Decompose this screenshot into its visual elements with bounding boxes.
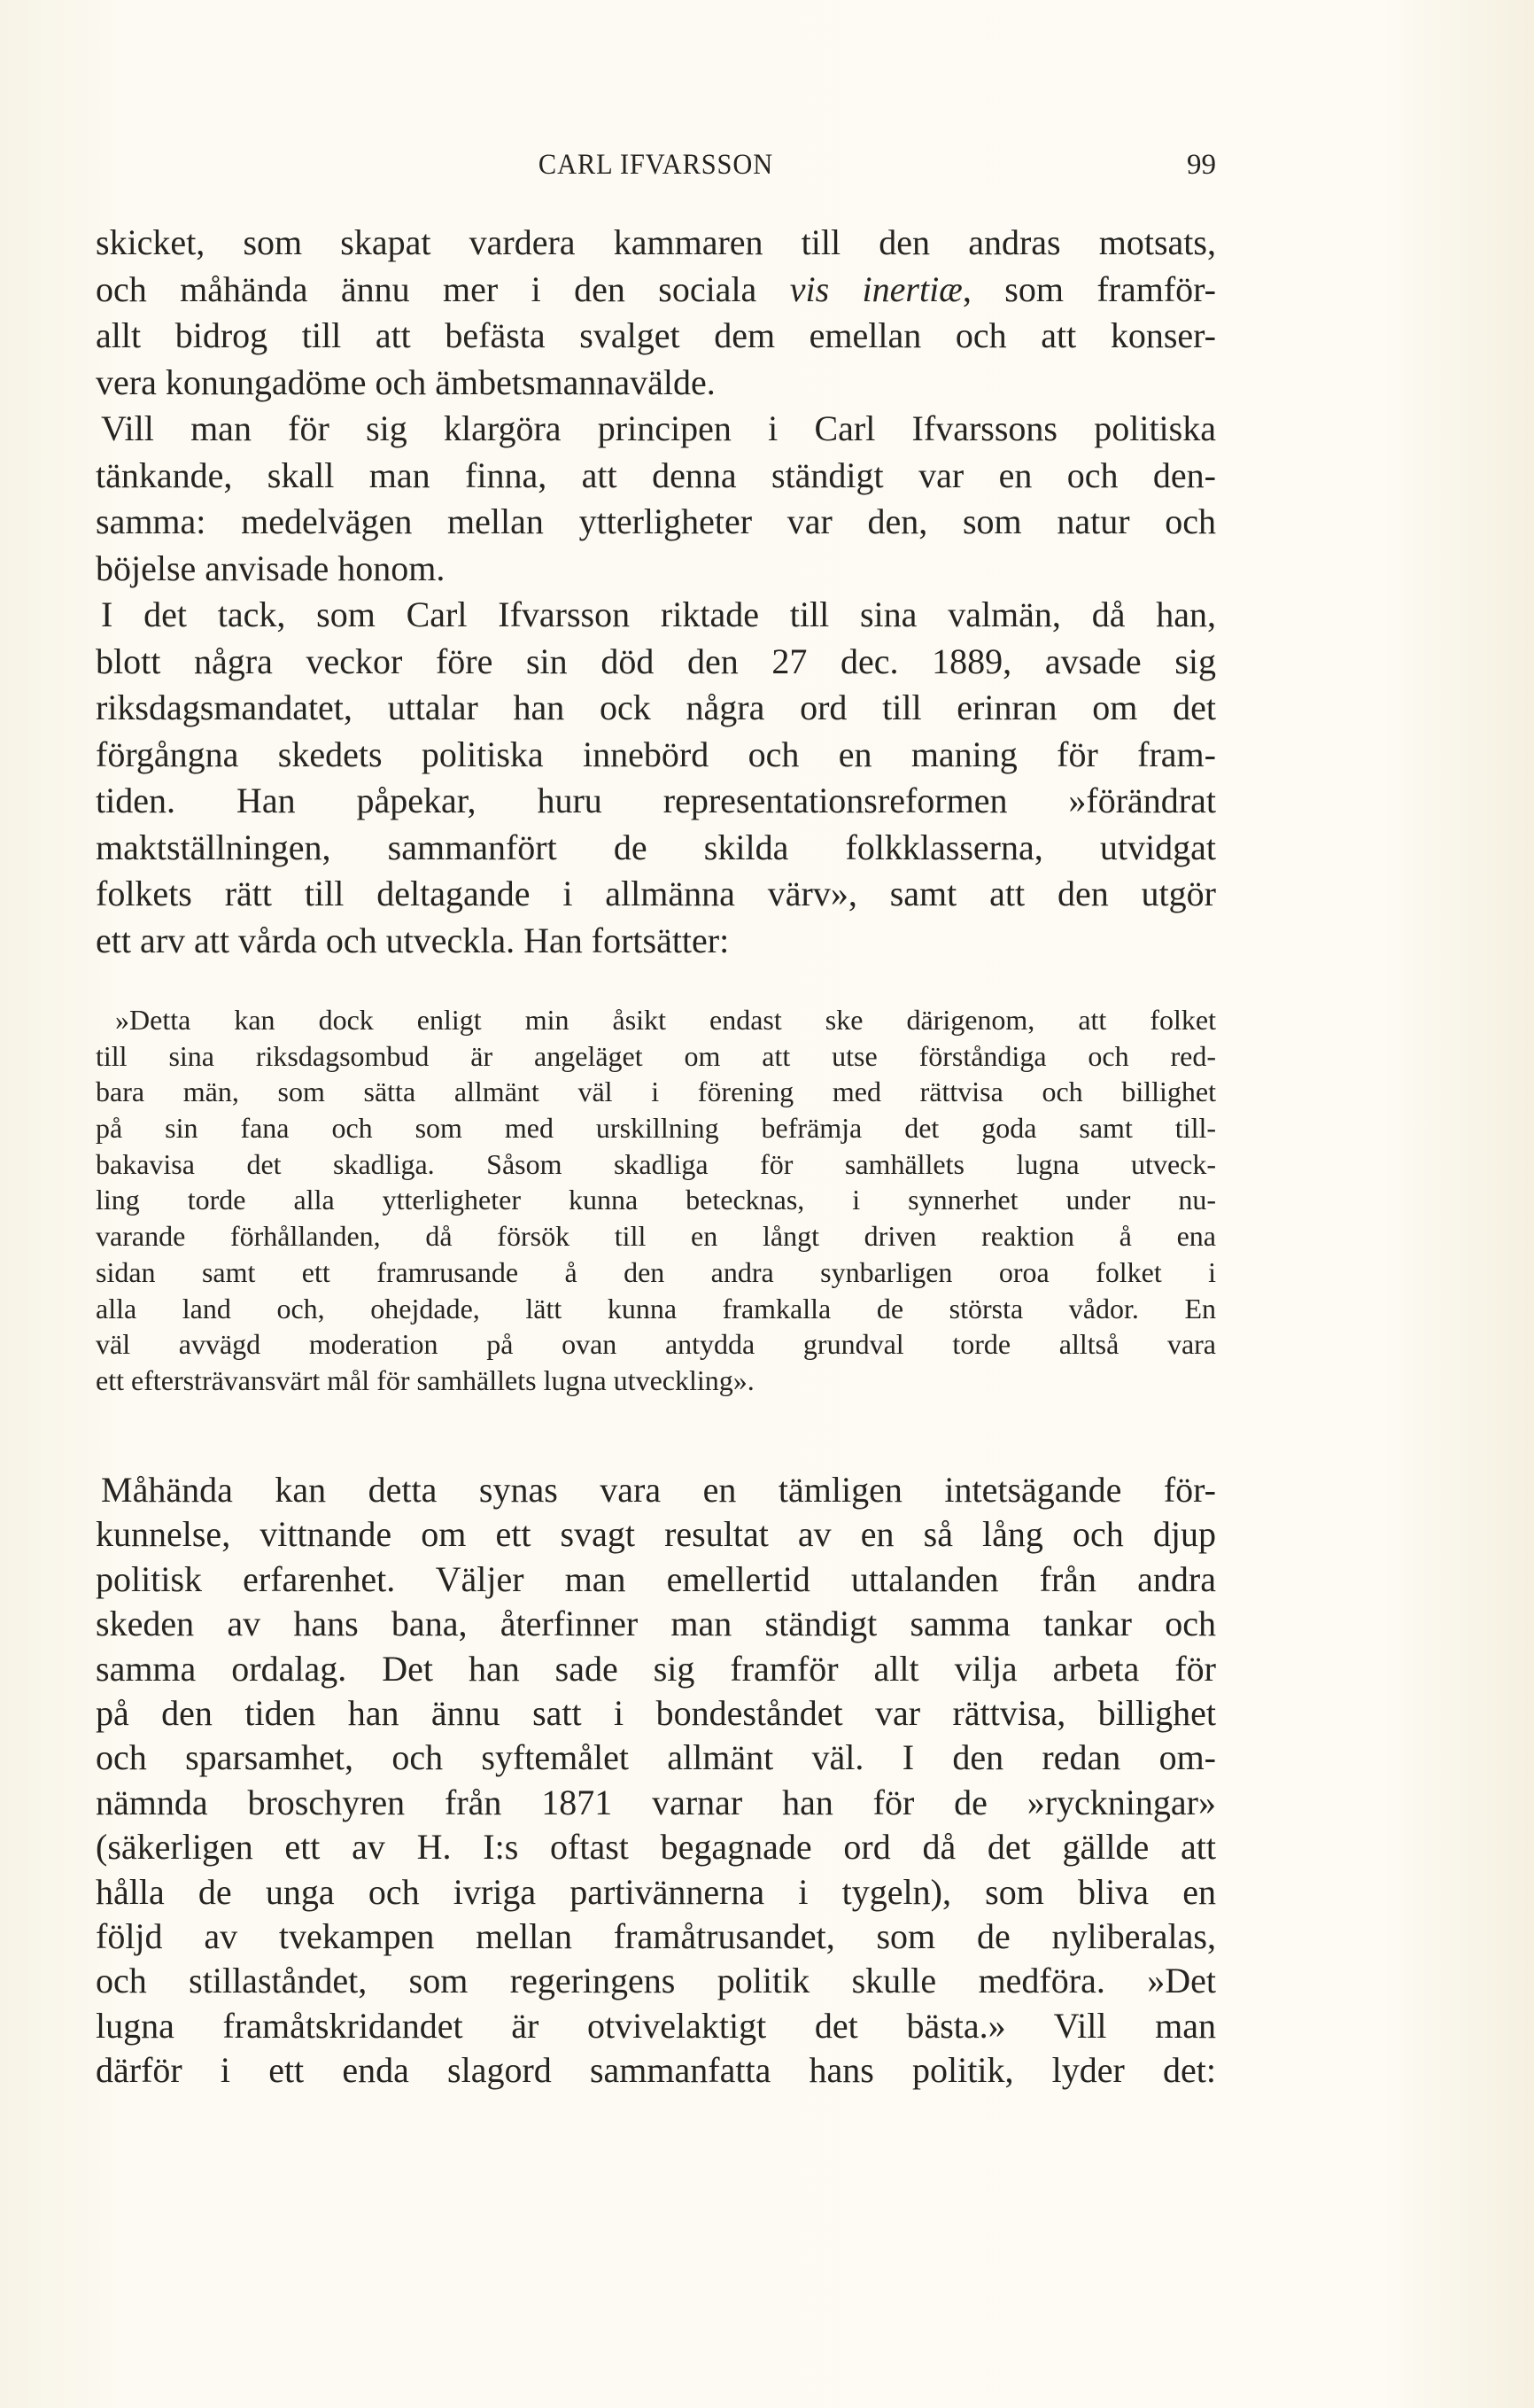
text-line: Måhända kan detta synas vara en tämligen intetsägande för- xyxy=(101,1470,1216,1510)
text-line: samma ordalag. Det han sade sig framför allt vilja arbeta för xyxy=(96,1648,1216,1689)
text-line: riksdagsmandatet, uttalar han ock några ord till erinran om det xyxy=(96,687,1216,727)
text-line: allt bidrog till att befästa svalget dem emellan och att konser- xyxy=(96,315,1216,355)
text-line: på sin fana och som med urskillning befrämja det goda samt till- xyxy=(96,1112,1216,1145)
text-line: bakavisa det skadliga. Såsom skadliga för samhällets lugna utveck- xyxy=(96,1147,1216,1180)
text-line: samma: medelvägen mellan ytterligheter var den, som natur och xyxy=(96,501,1216,541)
text-line: kunnelse, vittnande om ett svagt resultat av en så lång och djup xyxy=(96,1514,1216,1555)
text-line: lugna framåtskridandet är otvivelaktigt det bästa.» Vill man xyxy=(96,2005,1216,2046)
text-line: ett arv att vårda och utveckla. Han fortsätter: xyxy=(96,920,730,960)
text-line: tiden. Han påpekar, huru representationsreformen »förändrat xyxy=(96,781,1216,820)
text-line: (säkerligen ett av H. I:s oftast begagnade ord då det gällde att xyxy=(96,1827,1216,1868)
text-line: I det tack, som Carl Ifvarsson riktade till sina valmän, då han, xyxy=(101,594,1216,634)
text-line: och stillaståndet, som regeringens politik skulle medföra. »Det xyxy=(96,1961,1216,2001)
text-line: till sina riksdagsombud är angeläget om att utse förståndiga och red- xyxy=(96,1039,1216,1072)
text-segment: och måhända ännu mer i den sociala xyxy=(96,268,790,309)
closing-paragraph xyxy=(96,1468,1216,2093)
text-line: »Detta kan dock enligt min åsikt endast ske därigenom, att folket xyxy=(115,1004,1216,1036)
text-line: maktställningen, sammanfört de skilda folkklasserna, utvidgat xyxy=(96,827,1216,867)
text-line: på den tiden han ännu satt i bondeståndet var rättvisa, billighet xyxy=(96,1692,1216,1733)
text-line: alla land och, ohejdade, lätt kunna framkalla de största vådor. En xyxy=(96,1292,1216,1324)
text-line: hålla de unga och ivriga partivännerna i tygeln), som bliva en xyxy=(96,1871,1216,1912)
text-line: nämnda broschyren från 1871 varnar han för de »ryckningar» xyxy=(96,1782,1216,1822)
text-line: sidan samt ett framrusande å den andra synbarligen oroa folket i xyxy=(96,1255,1216,1288)
text-line: tänkande, skall man finna, att denna ständigt var en och den- xyxy=(96,454,1216,495)
text-line: folkets rätt till deltagande i allmänna värv», samt att den utgör xyxy=(96,874,1216,913)
running-title: CARL IFVARSSON xyxy=(538,149,774,181)
text-line: skicket, som skapat vardera kammaren till den andras motsats, xyxy=(96,222,1216,262)
page-number: 99 xyxy=(1187,149,1216,181)
text-line: förgångna skedets politiska innebörd och en maning för fram- xyxy=(96,734,1216,774)
body-text xyxy=(96,220,1216,964)
text-segment: , som framför- xyxy=(962,268,1216,309)
text-line: blott några veckor före sin död den 27 dec. 1889, avsade sig xyxy=(96,641,1216,681)
text-line: politisk erfarenhet. Väljer man emellertid uttalanden från andra xyxy=(96,1558,1216,1599)
text-line: vera konungadöme och ämbetsmannavälde. xyxy=(96,361,716,402)
text-line: därför i ett enda slagord sammanfatta hans politik, lyder det: xyxy=(96,2050,1216,2091)
italic-phrase: vis inertiæ xyxy=(789,268,963,309)
text-line: varande förhållanden, då försök till en långt driven reaktion å ena xyxy=(96,1220,1216,1253)
text-line: ling torde alla ytterligheter kunna betecknas, i synnerhet under nu- xyxy=(96,1184,1216,1216)
text-line: bara män, som sätta allmänt väl i förening med rättvisa och billighet xyxy=(96,1076,1216,1108)
text-line: och sparsamhet, och syftemålet allmänt väl. I den redan om- xyxy=(96,1737,1216,1778)
text-line: väl avvägd moderation på ovan antydda grundval torde alltså vara xyxy=(96,1328,1216,1361)
text-line: ett eftersträvansvärt mål för samhällets lugna utveckling». xyxy=(96,1363,755,1396)
text-line: följd av tvekampen mellan framåtrusandet, som de nyliberalas, xyxy=(96,1915,1216,1956)
text-line: skeden av hans bana, återfinner man ständigt samma tankar och xyxy=(96,1604,1216,1644)
text-line xyxy=(96,267,1216,314)
text-line: böjelse anvisade honom. xyxy=(96,548,445,588)
text-line: Vill man för sig klargöra principen i Carl Ifvarssons politiska xyxy=(101,408,1216,448)
block-quote xyxy=(96,1002,1216,1399)
running-header xyxy=(96,149,1216,188)
